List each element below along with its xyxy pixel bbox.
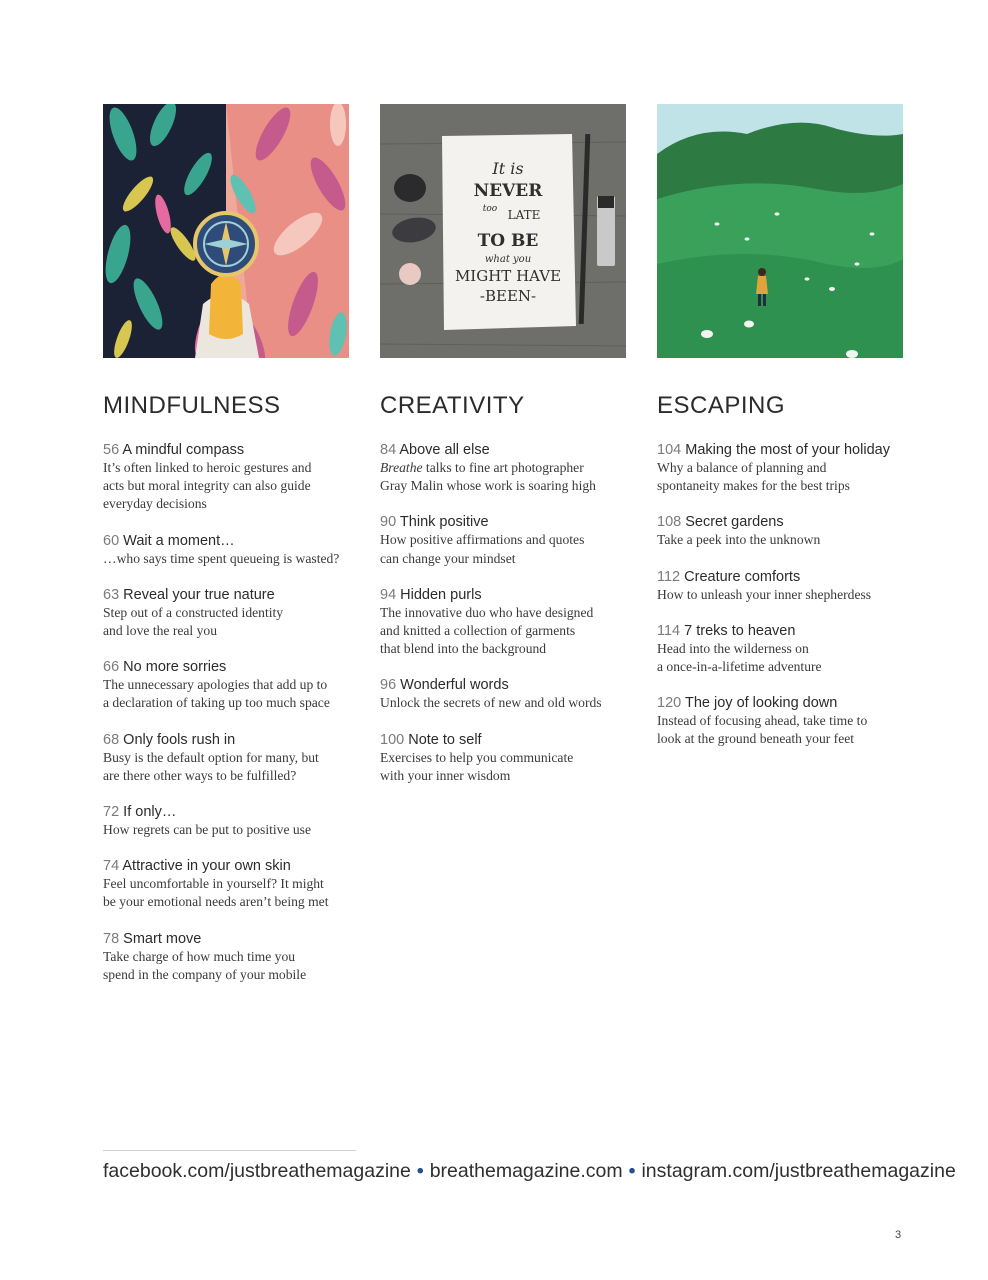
card-line: LATE: [507, 208, 541, 222]
article-desc: Take charge of how much time you spend in the company of your mobile: [103, 948, 307, 982]
article-page: 72: [103, 804, 120, 821]
article-page: 56: [103, 442, 120, 458]
article-page: 78: [103, 930, 120, 947]
article-item[interactable]: [380, 586, 626, 659]
article-desc: The innovative duo who have designed and knitted a collection of garments that blend into the background: [380, 604, 594, 657]
article-desc: Busy is the default option for many, but are there other ways to be fulfilled?: [103, 749, 319, 783]
page-number: 3: [895, 1229, 902, 1241]
article-page: 120: [657, 695, 682, 712]
article-title: Creature comforts: [684, 568, 801, 585]
article-desc: How regrets can be put to positive use: [103, 822, 312, 838]
section-mindfulness: [103, 104, 349, 1002]
article-title: Making the most of your holiday: [685, 442, 890, 458]
article-title: Only fools rush in: [123, 731, 236, 748]
footer-divider: [103, 1150, 356, 1151]
article-page: 112: [657, 568, 681, 585]
article-item[interactable]: [103, 930, 349, 984]
card-line: -BEEN-: [479, 287, 537, 305]
article-item[interactable]: [657, 441, 903, 495]
article-desc: How to unleash your inner shepherdess: [657, 586, 872, 602]
article-page: 68: [103, 731, 120, 748]
article-item[interactable]: [657, 622, 903, 676]
article-desc: The unnecessary apologies that add up to a declaration of taking up too much space: [103, 677, 330, 711]
article-desc: …who says time spent queueing is wasted?: [103, 550, 340, 566]
section-escaping: [657, 104, 903, 767]
article-title: A mindful compass: [122, 442, 245, 458]
separator-dot: •: [416, 1160, 424, 1182]
section-title: MINDFULNESS: [103, 392, 281, 419]
separator-dot: •: [628, 1160, 636, 1182]
article-list: [380, 441, 626, 785]
article-page: 108: [657, 514, 682, 531]
article-item[interactable]: [380, 441, 626, 495]
card-line: what you: [484, 254, 532, 265]
article-page: 94: [380, 586, 397, 603]
article-item[interactable]: [103, 731, 349, 785]
escaping-image: [657, 104, 903, 358]
article-item[interactable]: [103, 658, 349, 712]
article-title: Think positive: [399, 514, 489, 531]
article-title: Hidden purls: [400, 586, 482, 603]
article-item[interactable]: [103, 586, 349, 640]
article-item[interactable]: [103, 532, 349, 568]
article-title: 7 treks to heaven: [684, 622, 796, 639]
article-item[interactable]: [657, 513, 903, 549]
article-title: Wonderful words: [400, 677, 509, 694]
card-line: It is: [492, 159, 524, 178]
article-page: 63: [103, 586, 120, 603]
section-title: ESCAPING: [657, 392, 786, 419]
article-list: [103, 441, 349, 984]
article-title: Above all else: [399, 442, 490, 458]
article-title: Secret gardens: [685, 514, 784, 531]
article-desc: Step out of a constructed identity and love the real you: [103, 604, 284, 639]
footer-links: [103, 1160, 956, 1183]
card-line: too: [482, 204, 498, 214]
creativity-image: [380, 104, 626, 358]
article-title: The joy of looking down: [684, 695, 838, 712]
article-title: Wait a moment…: [123, 532, 235, 549]
article-page: 114: [657, 622, 681, 639]
article-desc: Exercises to help you communicate with your inner wisdom: [380, 749, 574, 783]
instagram-link[interactable]: instagram.com/justbreathemagazine: [641, 1160, 956, 1182]
card-line: NEVER: [473, 181, 543, 201]
section-title: CREATIVITY: [380, 392, 525, 419]
article-title: If only…: [123, 804, 177, 821]
article-title: Attractive in your own skin: [122, 858, 291, 875]
article-page: 100: [380, 731, 405, 748]
article-page: 96: [380, 677, 397, 694]
article-title: Smart move: [123, 930, 202, 947]
article-item[interactable]: [103, 803, 349, 839]
article-desc: How positive affirmations and quotes can change your mindset: [380, 532, 585, 566]
card-line: MIGHT HAVE: [454, 267, 562, 285]
article-item[interactable]: [657, 694, 903, 748]
article-title: Reveal your true nature: [123, 586, 275, 603]
article-page: 104: [657, 442, 682, 458]
article-item[interactable]: [657, 568, 903, 604]
magazine-name: Breathe: [380, 460, 423, 475]
article-page: 84: [380, 442, 397, 458]
article-title: Note to self: [408, 731, 482, 748]
article-desc-text: talks to fine art photographer Gray Malin whose work is soaring high: [380, 460, 596, 494]
article-page: 90: [380, 514, 397, 531]
article-desc: Instead of focusing ahead, take time to look at the ground beneath your feet: [657, 713, 868, 747]
article-item[interactable]: [103, 441, 349, 514]
article-desc: Feel uncomfortable in yourself? It might be your emotional needs aren’t being met: [103, 876, 329, 910]
article-desc: Why a balance of planning and spontaneity makes for the best trips: [657, 460, 850, 494]
article-item[interactable]: [380, 676, 626, 712]
article-item[interactable]: [380, 731, 626, 785]
article-page: 74: [103, 858, 120, 875]
article-desc: Take a peek into the unknown: [657, 532, 821, 548]
article-title: No more sorries: [123, 659, 227, 676]
article-item[interactable]: [380, 513, 626, 567]
facebook-link[interactable]: facebook.com/justbreathemagazine: [103, 1160, 411, 1182]
section-creativity: [380, 104, 626, 803]
article-page: 60: [103, 532, 120, 549]
website-link[interactable]: breathemagazine.com: [429, 1160, 623, 1182]
mindfulness-image: [103, 104, 349, 358]
article-desc: Head into the wilderness on a once-in-a-lifetime adventure: [657, 640, 822, 675]
article-list: [657, 441, 903, 749]
article-desc: Unlock the secrets of new and old words: [380, 695, 602, 711]
card-line: TO BE: [477, 231, 539, 251]
article-desc: It’s often linked to heroic gestures and acts but moral integrity can also guide everyday decisions: [103, 460, 312, 512]
article-item[interactable]: [103, 857, 349, 911]
article-page: 66: [103, 659, 120, 676]
article-desc: [380, 459, 626, 495]
